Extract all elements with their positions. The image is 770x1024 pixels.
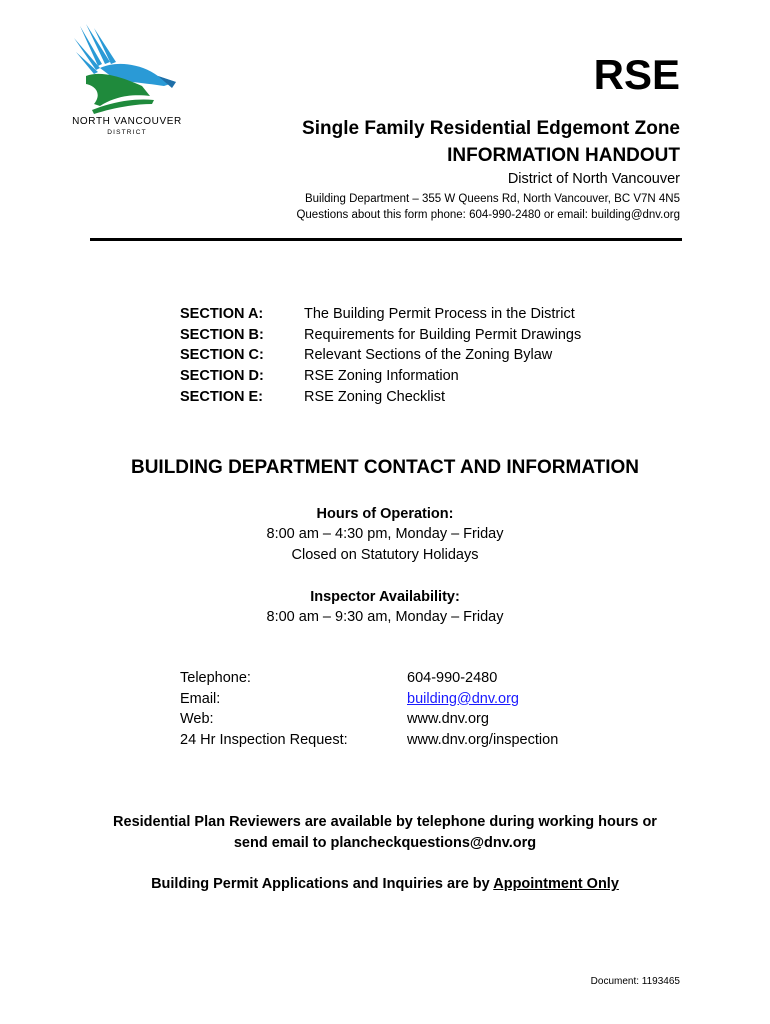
email-link[interactable]: building@dnv.org — [407, 690, 519, 707]
logo-name: NORTH VANCOUVER — [72, 116, 182, 127]
section-title: The Building Permit Process in the District — [304, 306, 575, 322]
section-key: SECTION C: — [180, 347, 264, 364]
hours-label: Hours of Operation: — [316, 506, 454, 522]
appointment-note — [0, 876, 770, 892]
section-row — [180, 347, 581, 368]
inspection-request-label: 24 Hr Inspection Request: — [180, 732, 348, 749]
section-title: Relevant Sections of the Zoning Bylaw — [304, 347, 553, 364]
section-title: Requirements for Building Permit Drawings — [304, 326, 582, 343]
hours-closed: Closed on Statutory Holidays — [291, 547, 479, 563]
inspection-request-value: www.dnv.org/inspection — [407, 732, 559, 749]
inspector-label: Inspector Availability: — [310, 589, 460, 605]
logo-subname: DISTRICT — [107, 129, 147, 136]
section-row — [180, 368, 581, 389]
document-title: Single Family Residential Edgemont Zone — [302, 118, 680, 139]
section-list — [180, 306, 581, 409]
document-subtitle: INFORMATION HANDOUT — [447, 145, 680, 166]
header-divider — [90, 238, 682, 241]
district-logo — [66, 22, 188, 138]
contact-list — [180, 670, 558, 753]
section-row — [180, 389, 581, 410]
contact-heading: BUILDING DEPARTMENT CONTACT AND INFORMATION — [130, 457, 640, 478]
organization-name: District of North Vancouver — [507, 171, 680, 187]
contact-row — [180, 711, 558, 732]
section-title: RSE Zoning Checklist — [304, 388, 446, 405]
section-row — [180, 306, 581, 327]
reviewers-note-line1: Residential Plan Reviewers are available by telephone during working hours or — [113, 814, 657, 830]
contact-row — [180, 670, 558, 691]
questions-contact: Questions about this form phone: 604-990-2480 or email: building@dnv.org — [296, 209, 680, 221]
organization-address: Building Department – 355 W Queens Rd, North Vancouver, BC V7N 4N5 — [304, 193, 680, 205]
web-label: Web: — [180, 711, 214, 728]
section-key: SECTION D: — [180, 368, 264, 385]
email-label: Email: — [180, 690, 221, 707]
telephone-label: Telephone: — [180, 670, 251, 686]
reviewers-note-line2: send email to plancheckquestions@dnv.org — [233, 835, 537, 851]
telephone-value: 604-990-2480 — [407, 670, 498, 686]
inspector-time: 8:00 am – 9:30 am, Monday – Friday — [266, 609, 504, 625]
document-number: Document: 1193465 — [590, 976, 680, 987]
section-key: SECTION B: — [180, 326, 264, 343]
web-value: www.dnv.org — [407, 711, 489, 728]
appointment-prefix: Building Permit Applications and Inquiries are by — [151, 876, 494, 892]
section-row — [180, 327, 581, 348]
section-key: SECTION E: — [180, 388, 263, 405]
eagle-logo-icon — [72, 24, 182, 114]
hours-time: 8:00 am – 4:30 pm, Monday – Friday — [266, 526, 504, 542]
section-title: RSE Zoning Information — [304, 368, 459, 385]
contact-row — [180, 691, 558, 712]
section-key: SECTION A: — [180, 306, 264, 322]
document-code: RSE — [593, 51, 680, 98]
appointment-emphasis: Appointment Only — [493, 876, 619, 892]
contact-row — [180, 732, 558, 753]
